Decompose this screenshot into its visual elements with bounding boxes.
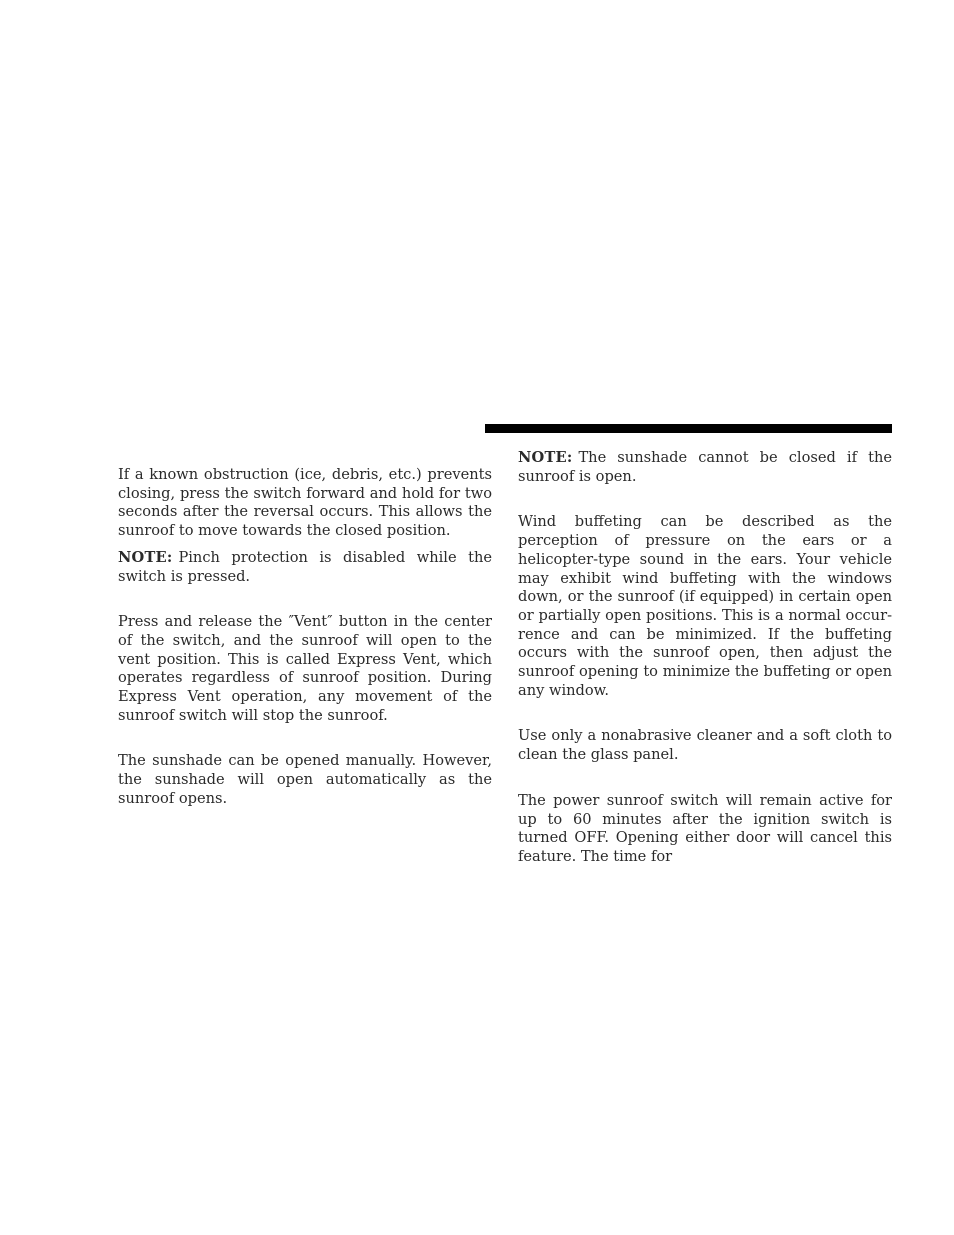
note-text: The sunshade cannot be closed if the sunroof is open. [518,449,892,485]
note-label: NOTE: [518,449,573,466]
pinch-protection-note [118,549,492,586]
wind-buffeting-paragraph: Wind buffeting can be described as the perception of pressure on the ears or a helicopter-type sound in the ears. Your vehicle may exhibit wind buffeting with the windows down, or the sunroof (if equipped) in certain open or partially open positions. This is a normal occurrence and can be minimized. If the buffeting occurs with the sunroof open, then adjust the sunroof opening to minimize the buffeting or open any window. [518,513,892,699]
note-text: Pinch protection is disabled while the switch is pressed. [118,548,492,585]
section-header-rule [485,424,892,433]
express-vent-paragraph: Press and release the ″Vent″ button in the center of the switch, and the sunroof will open to the vent position. This is called Express Vent, which operates regardless of sunroof position. During Express Vent operation, any movement of the sunroof switch will stop the sunroof. [118,613,492,724]
sunshade-note [518,449,892,486]
sunshade-paragraph: The sunshade can be opened manually. However, the sunshade will open automatically as the sunroof opens. [118,752,492,807]
note-label: NOTE: [118,548,173,566]
right-column [518,449,892,867]
sunroof-cleaning-paragraph: Use only a nonabrasive cleaner and a soft cloth to clean the glass panel. [518,727,892,764]
obstruction-paragraph: If a known obstruction (ice, debris, etc.) prevents closing, press the switch forward and hold for two seconds after the reversal occurs. This allows the sunroof to move towards the closed position. [118,466,492,540]
left-column [118,466,492,809]
ignition-off-paragraph: The power sunroof switch will remain active for up to 60 minutes after the ignition switch is turned OFF. Opening either door will cancel this feature. The time for [518,791,892,865]
